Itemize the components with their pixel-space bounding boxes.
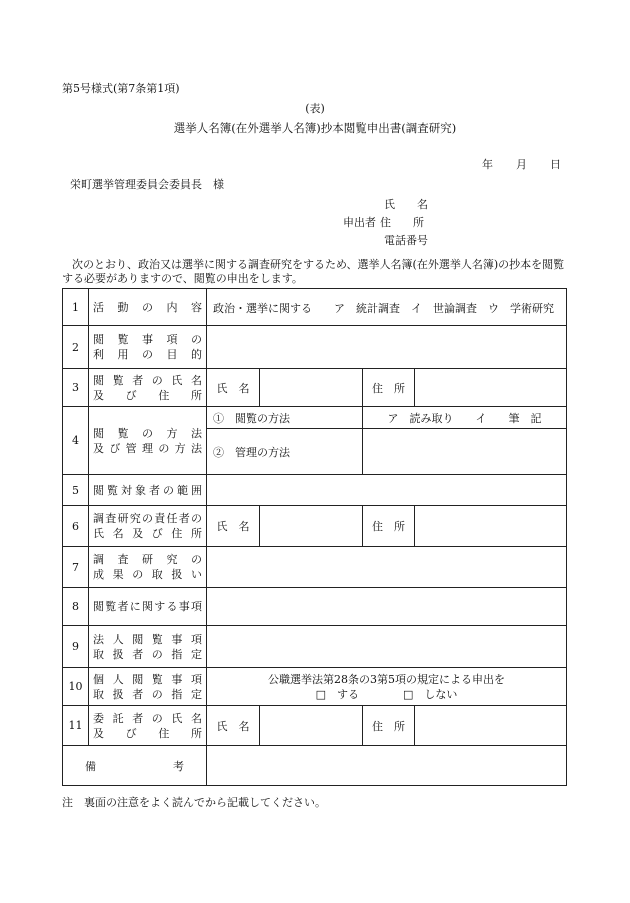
responsible-name-label: 氏 名 — [207, 506, 260, 547]
table-row — [63, 668, 567, 706]
applicant-name-label: 氏 名 — [384, 198, 428, 211]
activity-content[interactable]: 政治・選挙に関する ア 統計調査 イ 世論調査 ウ 学術研究 — [207, 289, 567, 326]
row-label: 活 動 の 内 容 — [89, 289, 207, 326]
table-row — [63, 588, 567, 626]
manage-input[interactable] — [363, 429, 567, 475]
table-row — [63, 326, 567, 369]
addressee: 栄町選挙管理委員会委員長 様 — [70, 178, 224, 191]
row-label: 閲覧対象者の範囲 — [89, 475, 207, 506]
date-year: 年 — [482, 158, 493, 171]
applicant-address-label: 住 所 — [380, 216, 424, 229]
row-number: 6 — [63, 506, 89, 547]
row-label: 閲覧者に関する事項 — [89, 588, 207, 626]
responsible-address-input[interactable] — [415, 506, 567, 547]
manage-label: ② 管理の方法 — [207, 429, 363, 475]
table-row — [63, 506, 567, 547]
row-number: 8 — [63, 588, 89, 626]
row-number: 1 — [63, 289, 89, 326]
row-label: 閲 覧 の 方 法 及 び 管 理 の 方 法 — [89, 407, 207, 475]
table-row — [63, 746, 567, 786]
applicant-phone-label: 電話番号 — [384, 234, 428, 247]
row-number: 11 — [63, 706, 89, 746]
side-label: (表) — [305, 102, 325, 115]
applicant-name-row — [320, 196, 428, 212]
row-label: 調査研究の責任者の 氏 名 及 び 住 所 — [89, 506, 207, 547]
table-row — [63, 407, 567, 429]
table-row — [63, 369, 567, 407]
viewer-address-label: 住 所 — [363, 369, 415, 407]
individual-handler-checkboxes[interactable]: □ する □ しない — [315, 687, 458, 701]
table-row — [63, 547, 567, 588]
target-range-input[interactable] — [207, 475, 567, 506]
form-title: 選挙人名簿(在外選挙人名簿)抄本閲覧申出書(調査研究) — [173, 121, 457, 135]
row-label: 調 査 研 究 の 成 果 の 取 扱 い — [89, 547, 207, 588]
consignor-name-input[interactable] — [260, 706, 363, 746]
date-month: 月 — [516, 158, 527, 171]
table-row — [63, 289, 567, 326]
purpose-input[interactable] — [207, 326, 567, 369]
row-number: 7 — [63, 547, 89, 588]
viewer-address-input[interactable] — [415, 369, 567, 407]
applicant-role-label: 申出者 — [343, 216, 376, 229]
form-number: 第5号様式(第7条第1項) — [62, 82, 180, 95]
responsible-name-input[interactable] — [260, 506, 363, 547]
footnote: 注 裏面の注意をよく読んでから記載してください。 — [62, 796, 326, 809]
viewer-name-label: 氏 名 — [207, 369, 260, 407]
consignor-name-label: 氏 名 — [207, 706, 260, 746]
table-row — [63, 475, 567, 506]
row-label: 閲 覧 者 の 氏 名 及 び 住 所 — [89, 369, 207, 407]
results-handling-input[interactable] — [207, 547, 567, 588]
individual-handler-content[interactable] — [207, 668, 567, 706]
table-row — [63, 626, 567, 668]
responsible-address-label: 住 所 — [363, 506, 415, 547]
application-table — [62, 288, 567, 786]
date-day: 日 — [550, 158, 561, 171]
row-number: 5 — [63, 475, 89, 506]
consignor-address-input[interactable] — [415, 706, 567, 746]
date-field[interactable] — [482, 156, 561, 172]
row-label: 個 人 閲 覧 事 項 取 扱 者 の 指 定 — [89, 668, 207, 706]
row-number: 2 — [63, 326, 89, 369]
row-label: 閲 覧 事 項 の 利 用 の 目 的 — [89, 326, 207, 369]
row-number: 4 — [63, 407, 89, 475]
row-number: 3 — [63, 369, 89, 407]
method-options[interactable]: ア 読み取り イ 筆 記 — [363, 407, 567, 429]
row-number: 9 — [63, 626, 89, 668]
applicant-phone-row — [320, 232, 428, 248]
method-label: ① 閲覧の方法 — [207, 407, 363, 429]
remarks-input[interactable] — [207, 746, 567, 786]
corporate-handler-input[interactable] — [207, 626, 567, 668]
viewer-matters-input[interactable] — [207, 588, 567, 626]
viewer-name-input[interactable] — [260, 369, 363, 407]
remarks-label: 備 考 — [63, 746, 207, 786]
individual-handler-text: 公職選挙法第28条の3第5項の規定による申出を — [268, 672, 505, 686]
row-number: 10 — [63, 668, 89, 706]
consignor-address-label: 住 所 — [363, 706, 415, 746]
applicant-address-row — [320, 214, 424, 230]
row-label: 委 託 者 の 氏 名 及 び 住 所 — [89, 706, 207, 746]
intro-text: 次のとおり、政治又は選挙に関する調査研究をするため、選挙人名簿(在外選挙人名簿)の抄本を閲覧する必要がありますので、閲覧の申出をします。 — [62, 258, 565, 285]
table-row — [63, 706, 567, 746]
row-label: 法 人 閲 覧 事 項 取 扱 者 の 指 定 — [89, 626, 207, 668]
